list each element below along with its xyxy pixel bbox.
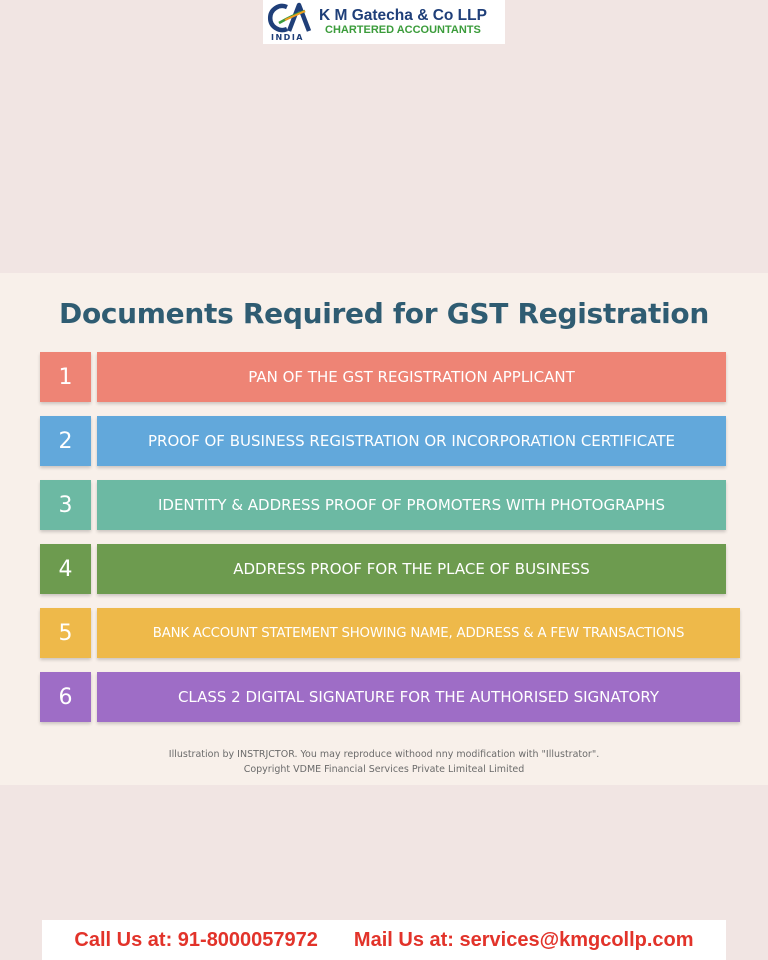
- infographic-title: Documents Required for GST Registration: [59, 297, 709, 330]
- phone-contact[interactable]: Call Us at: 91-8000057972: [74, 928, 318, 951]
- item-label: ADDRESS PROOF FOR THE PLACE OF BUSINESS: [97, 544, 726, 594]
- item-number: 5: [40, 608, 91, 658]
- ca-india-logo-icon: [263, 0, 317, 44]
- ca-india-text: INDIA: [271, 33, 304, 42]
- firm-name: K M Gatecha & Co LLP: [319, 7, 487, 24]
- item-label: PAN OF THE GST REGISTRATION APPLICANT: [97, 352, 726, 402]
- item-number: 4: [40, 544, 91, 594]
- item-number: 2: [40, 416, 91, 466]
- ca-logo-mark-icon: [265, 1, 315, 35]
- firm-logo: [263, 0, 505, 44]
- item-number: 6: [40, 672, 91, 722]
- infographic-panel: [0, 273, 768, 785]
- item-label: PROOF OF BUSINESS REGISTRATION OR INCORPORATION CERTIFICATE: [97, 416, 726, 466]
- contact-banner: [42, 920, 726, 960]
- item-label: IDENTITY & ADDRESS PROOF OF PROMOTERS WITH PHOTOGRAPHS: [97, 480, 726, 530]
- firm-subtitle: CHARTERED ACCOUNTANTS: [325, 24, 481, 36]
- item-number: 1: [40, 352, 91, 402]
- item-number: 3: [40, 480, 91, 530]
- item-label: BANK ACCOUNT STATEMENT SHOWING NAME, ADDRESS & A FEW TRANSACTIONS: [97, 608, 740, 658]
- item-label: CLASS 2 DIGITAL SIGNATURE FOR THE AUTHORISED SIGNATORY: [97, 672, 740, 722]
- copyright-line: Copyright VDME Financial Services Private Limiteal Limited: [243, 764, 525, 775]
- email-contact[interactable]: Mail Us at: services@kmgcollp.com: [353, 928, 694, 951]
- illustration-credit: Illustration by INSTRJCTOR. You may reproduce withood nny modification with "Illustrator".: [168, 749, 600, 760]
